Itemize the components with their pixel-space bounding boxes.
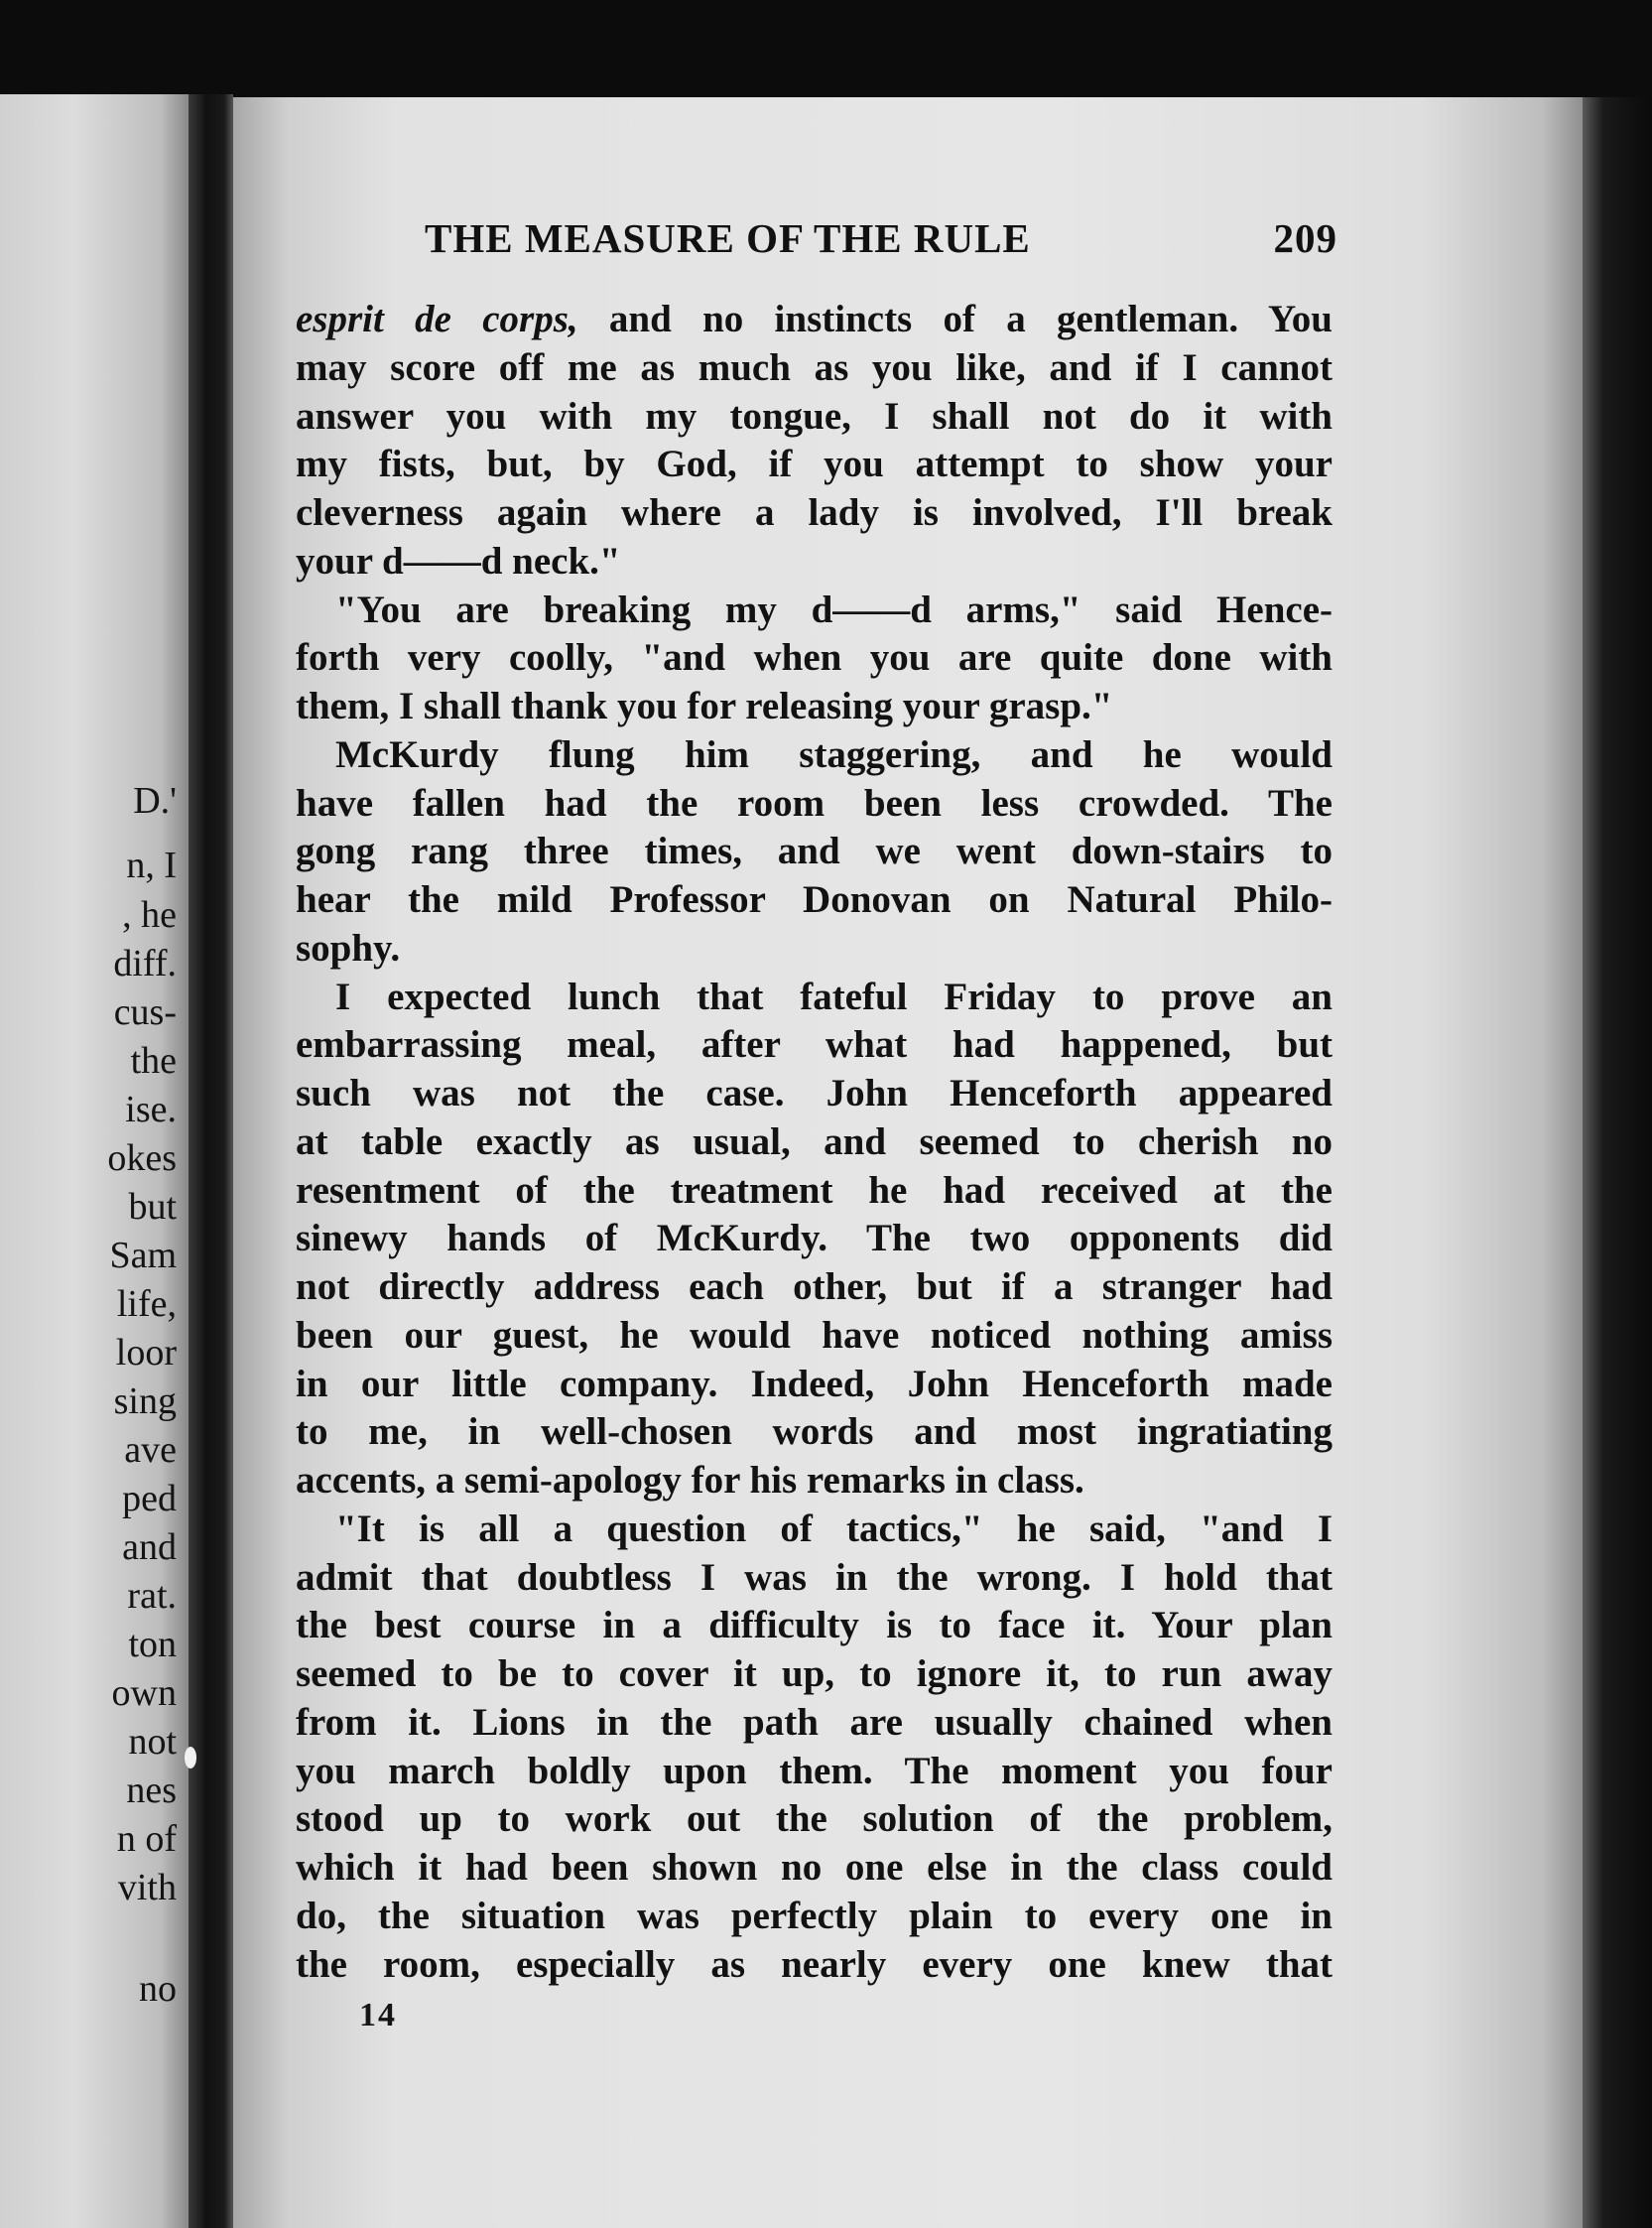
text-line: been our guest, he would have noticed nothing amiss [296, 1313, 1333, 1357]
prev-page-fragment: diff. [113, 943, 177, 984]
page-number: 209 [1273, 215, 1337, 261]
prev-page-fragment: own [111, 1672, 177, 1714]
text-line: McKurdy flung him staggering, and he would [335, 732, 1333, 776]
text-line: admit that doubtless I was in the wrong. I hold that [296, 1555, 1333, 1599]
prev-page-fragment: rat. [127, 1575, 177, 1617]
text-line: from it. Lions in the path are usually chained when [296, 1700, 1333, 1744]
page-edge-shadow [1583, 97, 1652, 2228]
prev-page-fragment: not [128, 1721, 177, 1763]
prev-page-fragment: and [122, 1526, 177, 1568]
prev-page-fragment: loor [115, 1332, 177, 1374]
prev-page-fragment: ped [122, 1478, 177, 1519]
text-line: resentment of the treatment he had received at the [296, 1168, 1333, 1212]
text-line: gong rang three times, and we went down-stairs to [296, 830, 1333, 873]
prev-page-fragment: sing [113, 1380, 177, 1422]
prev-page-fragment: ton [128, 1624, 177, 1665]
signature-mark: 14 [359, 1997, 397, 2033]
text-line: "You are breaking my d——d arms," said Hence- [335, 588, 1333, 631]
text-line: in our little company. Indeed, John Henceforth made [296, 1362, 1333, 1405]
prev-page-fragment: the [130, 1040, 177, 1082]
text-line: not directly address each other, but if a stranger had [296, 1265, 1333, 1308]
text-line-content: and no instincts of a gentleman. You [577, 298, 1333, 340]
text-line: the room, especially as nearly every one knew that [296, 1942, 1333, 1986]
prev-page-fragment: , he [122, 894, 177, 936]
prev-page-fragment: life, [116, 1283, 177, 1325]
text-line: cleverness again where a lady is involved, I'll break [296, 491, 1333, 534]
prev-page-fragment: but [128, 1186, 177, 1228]
text-line: forth very coolly, "and when you are quite done with [296, 636, 1333, 680]
italic-phrase: esprit de corps, [296, 298, 578, 340]
text-line: sophy. [296, 926, 401, 970]
text-line: my fists, but, by God, if you attempt to show your [296, 443, 1333, 486]
text-line: have fallen had the room been less crowded. The [296, 781, 1333, 825]
text-line: you march boldly upon them. The moment you four [296, 1749, 1333, 1792]
text-line: which it had been shown no one else in the class could [296, 1846, 1333, 1889]
text-line: answer you with my tongue, I shall not do it with [296, 394, 1333, 438]
prev-page-fragment: Sam [109, 1235, 177, 1276]
running-head-title: THE MEASURE OF THE RULE [425, 215, 1031, 261]
prev-page-fragment: ise. [125, 1089, 177, 1130]
prev-page-fragment: ave [124, 1429, 177, 1471]
text-line: I expected lunch that fateful Friday to prove an [335, 975, 1333, 1018]
prev-page-fragment: D.' [133, 780, 177, 822]
prev-page-fragment: okes [107, 1137, 177, 1179]
book-gutter [189, 94, 233, 2228]
text-line: accents, a semi-apology for his remarks in class. [296, 1459, 1084, 1502]
text-line: the best course in a difficulty is to face it. Your plan [296, 1604, 1333, 1647]
text-line: "It is all a question of tactics," he said, "and I [335, 1507, 1333, 1550]
prev-page-fragment: nes [126, 1769, 177, 1811]
prev-page-fragment: n of [116, 1818, 177, 1860]
text-line: do, the situation was perfectly plain to every one in [296, 1894, 1333, 1937]
text-line: to me, in well-chosen words and most ingratiating [296, 1410, 1333, 1454]
text-line: embarrassing meal, after what had happened, but [296, 1023, 1333, 1067]
text-line: at table exactly as usual, and seemed to cherish no [296, 1119, 1333, 1163]
text-line: stood up to work out the solution of the problem, [296, 1797, 1333, 1841]
body-text [296, 296, 1333, 1989]
text-line: such was not the case. John Henceforth appeared [296, 1072, 1333, 1114]
text-line: them, I shall thank you for releasing your grasp." [296, 685, 1113, 727]
text-line: may score off me as much as you like, and if I cannot [296, 345, 1333, 389]
scan-artifact [185, 1747, 196, 1769]
previous-page [0, 94, 189, 2228]
running-head [425, 214, 1337, 268]
text-line: seemed to be to cover it up, to ignore it, to run away [296, 1652, 1333, 1695]
text-line: hear the mild Professor Donovan on Natural Philo- [296, 878, 1333, 921]
prev-page-fragment: cus- [113, 991, 177, 1033]
text-line: sinewy hands of McKurdy. The two opponents did [296, 1217, 1333, 1260]
text-line [296, 296, 1333, 344]
prev-page-fragment: vith [117, 1867, 177, 1908]
prev-page-fragment: no [139, 1968, 177, 2010]
prev-page-fragment: n, I [126, 845, 177, 886]
text-line: your d——d neck." [296, 539, 621, 583]
